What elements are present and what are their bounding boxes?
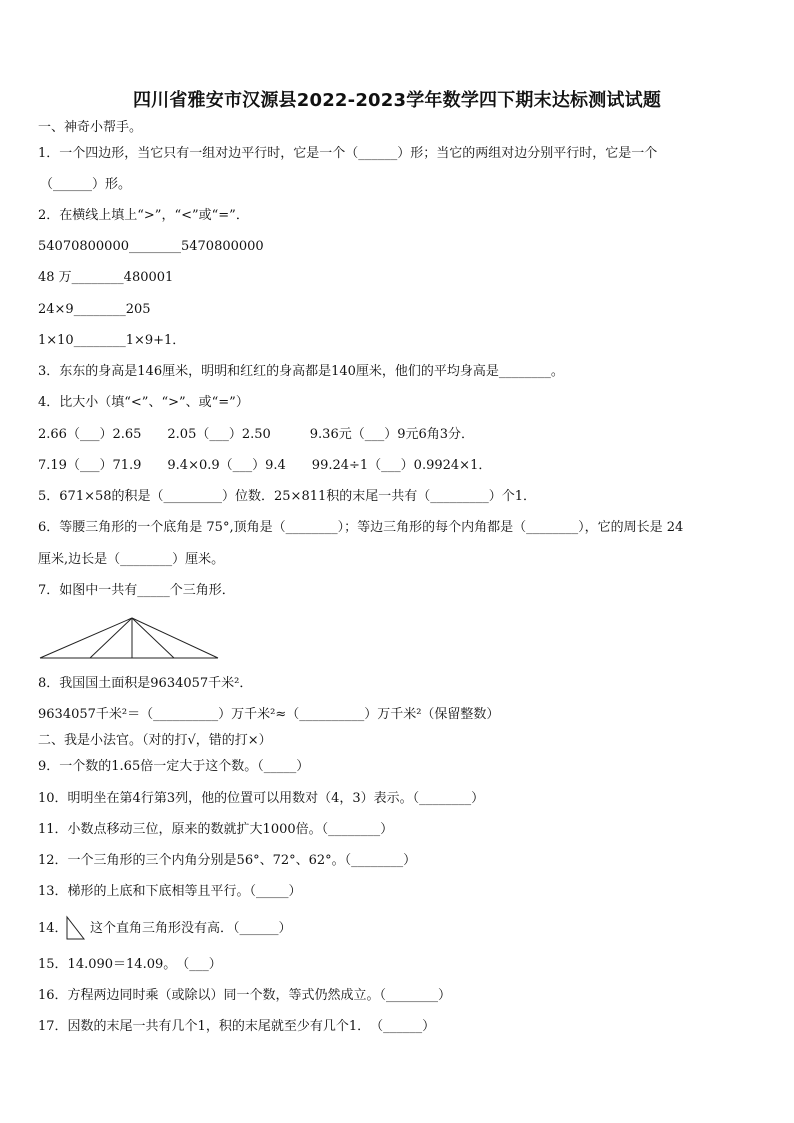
page-title: 四川省雅安市汉源县2022-2023学年数学四下期末达标测试试题 (132, 90, 662, 111)
right-triangle-icon (64, 915, 86, 941)
question-1-line-2: （______）形。 (40, 177, 132, 192)
question-2-item-1: 54070800000________5470800000 (38, 239, 264, 254)
question-4-row-1: 2.66（___）2.65 2.05（___）2.50 9.36元（___）9元6角3分． (38, 427, 475, 442)
section-heading-2: 二、我是小法官。（对的打√，错的打×） (38, 733, 272, 748)
question-16: 16．方程两边同时乘（或除以）同一个数，等式仍然成立。（________） (38, 988, 452, 1003)
section-heading-1: 一、神奇小帮手。 (38, 120, 143, 135)
question-7: 7．如图中一共有_____个三角形． (38, 583, 235, 598)
question-14: 这个直角三角形没有高．（______） (90, 921, 292, 936)
question-2-item-3: 24×9________205 (38, 302, 151, 317)
question-1-line-1: 1．一个四边形，当它只有一组对边平行时，它是一个（______）形；当它的两组对边分别平行时，它是一个 (38, 146, 658, 161)
question-9: 9．一个数的1.65倍一定大于这个数。（_____） (38, 759, 310, 774)
question-11: 11．小数点移动三位，原来的数就扩大1000倍。（________） (38, 822, 394, 837)
question-13: 13．梯形的上底和下底相等且平行。（_____） (38, 884, 302, 899)
question-10: 10．明明坐在第4行第3列，他的位置可以用数对（4，3）表示。（________） (38, 791, 485, 806)
question-4-row-2: 7.19（___）71.9 9.4×0.9（___）9.4 99.24÷1（___）0.9924×1． (38, 458, 492, 473)
question-12: 12．一个三角形的三个内角分别是56°、72°、62°。（________） (38, 853, 417, 868)
question-8: 8．我国国土面积是9634057千米²． (38, 676, 253, 691)
triangle-figure-icon (38, 614, 222, 662)
question-6-line-2: 厘米,边长是（________）厘米。 (38, 552, 225, 567)
question-2-item-4: 1×10________1×9+1． (38, 333, 186, 348)
question-5: 5．671×58的积是（_________）位数．25×811积的末尾一共有（_________）个1． (38, 489, 537, 504)
question-15: 15．14.090＝14.09。 （___） (38, 957, 222, 972)
question-14-number: 14． (38, 921, 68, 936)
question-6-line-1: 6．等腰三角形的一个底角是 75°,顶角是（________）；等边三角形的每个内角都是（________），它的周长是 24 (38, 520, 684, 535)
question-8-fill: 9634057千米²＝（__________）万千米²≈（__________）万千米²（保留整数） (38, 707, 500, 722)
question-2: 2．在横线上填上“>”，“<”或“=”． (38, 208, 249, 223)
question-17: 17．因数的末尾一共有几个1，积的末尾就至少有几个1． （______） (38, 1019, 436, 1034)
question-4: 4．比大小（填“<”、“>”、或“=”） (38, 395, 249, 410)
question-2-item-2: 48 万________480001 (38, 270, 174, 285)
question-3: 3．东东的身高是146厘米，明明和红红的身高都是140厘米，他们的平均身高是________。 (38, 364, 564, 379)
